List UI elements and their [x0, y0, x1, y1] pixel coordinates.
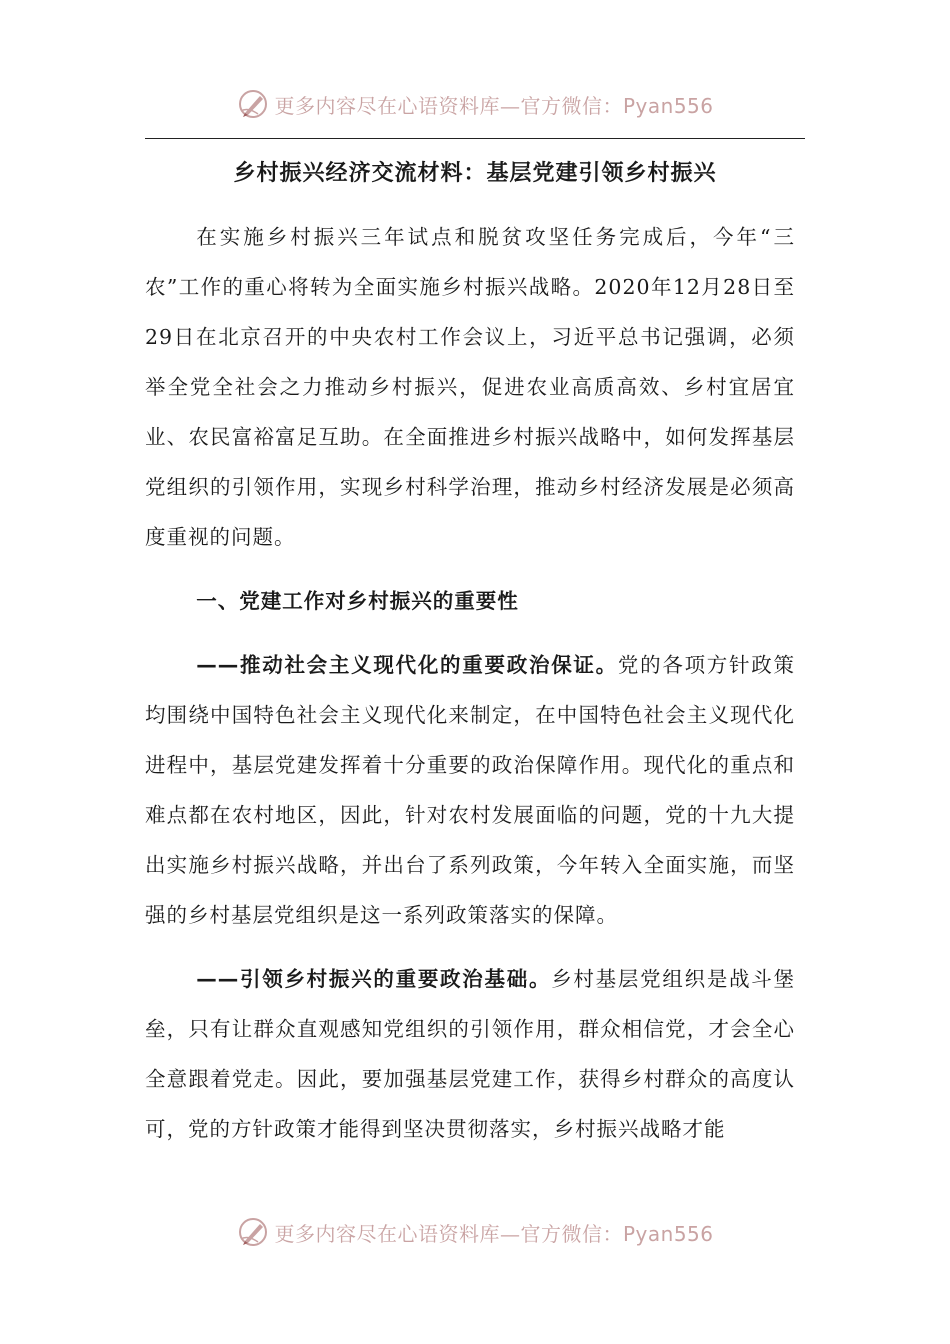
watermark-text: 更多内容尽在心语资料库—官方微信：	[274, 1221, 623, 1246]
point-body-1: 党的各项方针政策均围绕中国特色社会主义现代化来制定，在中国特色社会主义现代化进程中，基层党建发挥着十分重要的政治保障作用。现代化的重点和难点都在农村地区，因此，针对农村发展面临的问题，党的十九大提出实施乡村振兴战略，并出台了系列政策，今年转入全面实施，而坚强的乡村基层党组织是这一系列政策落实的保障。	[145, 653, 796, 927]
point-paragraph-1	[145, 640, 795, 940]
header-rule	[145, 138, 805, 139]
watermark-text: 更多内容尽在心语资料库—官方微信：	[274, 93, 623, 118]
point-body-2: 乡村基层党组织是战斗堡垒，只有让群众直观感知党组织的引领作用，群众相信党，才会全心全意跟着党走。因此，要加强基层党建工作，获得乡村群众的高度认可，党的方针政策才能得到坚决贯彻落实，乡村振兴战略才能	[145, 967, 796, 1141]
watermark-wechat-id: Pyan556	[622, 93, 714, 118]
watermark-header	[0, 84, 950, 124]
watermark-wechat-id: Pyan556	[622, 1221, 714, 1246]
pen-in-circle-icon	[236, 87, 270, 121]
pen-in-circle-icon	[236, 1215, 270, 1249]
point-lead-1: ——推动社会主义现代化的重要政治保证。	[196, 653, 618, 677]
point-paragraph-2	[145, 954, 795, 1154]
intro-paragraph: 在实施乡村振兴三年试点和脱贫攻坚任务完成后，今年“三农”工作的重心将转为全面实施乡村振兴战略。2020年12月28日至29日在北京召开的中央农村工作会议上，习近平总书记强调，必须举全党全社会之力推动乡村振兴，促进农业高质高效、乡村宜居宜业、农民富裕富足互助。在全面推进乡村振兴战略中，如何发挥基层党组织的引领作用，实现乡村科学治理，推动乡村经济发展是必须高度重视的问题。	[145, 225, 795, 549]
point-lead-2: ——引领乡村振兴的重要政治基础。	[196, 967, 552, 991]
section-heading: 一、党建工作对乡村振兴的重要性	[196, 589, 519, 613]
document-body	[145, 212, 795, 1154]
watermark-footer	[0, 1212, 950, 1252]
document-title: 乡村振兴经济交流材料：基层党建引领乡村振兴	[233, 161, 717, 186]
